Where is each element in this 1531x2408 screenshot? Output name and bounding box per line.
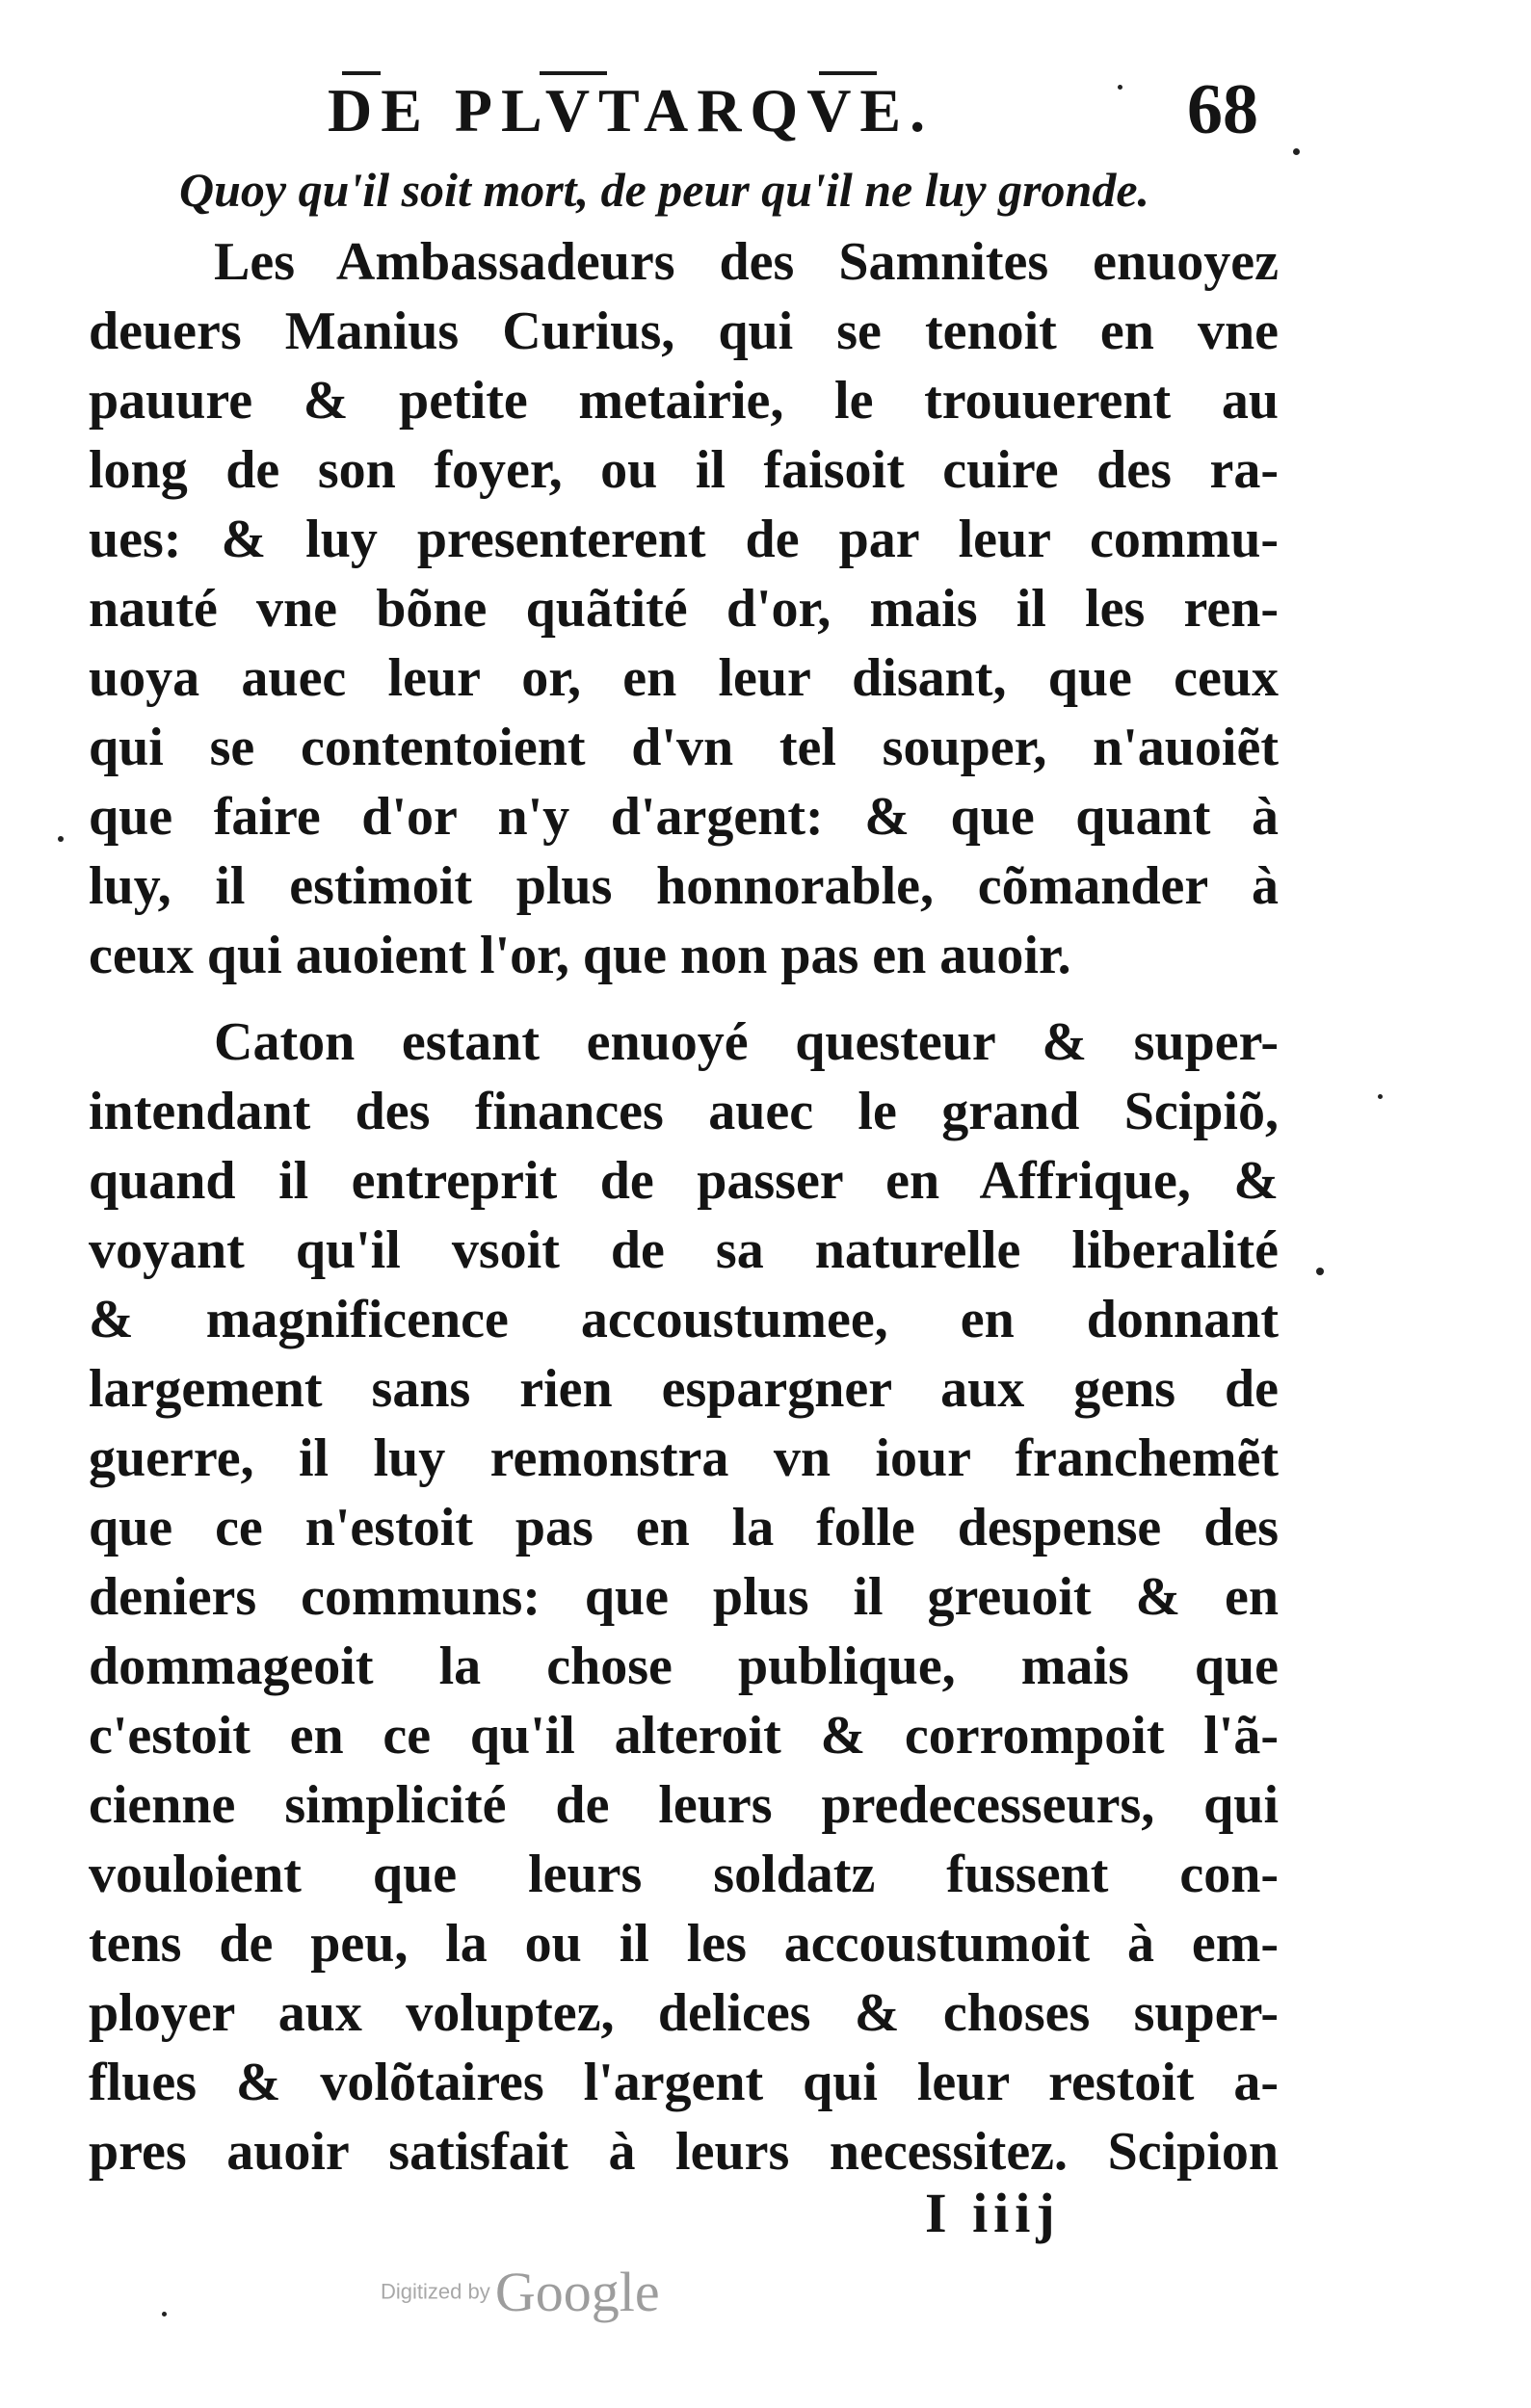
text-line: ceux qui auoient l'or, que non pas en auoir. [89,926,1071,985]
ink-speck [1316,1268,1324,1275]
ink-speck [58,836,64,842]
text-line: quand il entreprit de passer en Affrique, & [89,1151,1279,1211]
ink-speck [1378,1094,1383,1099]
digitized-watermark [381,2260,660,2324]
text-line: Caton estant enuoyé questeur & super- [214,1012,1279,1072]
text-line: uoya auec leur or, en leur disant, que ceux [89,648,1279,708]
text-line: nauté vne bõne quãtité d'or, mais il les ren- [89,579,1279,639]
text-line: tens de peu, la ou il les accoustumoit à em- [89,1914,1279,1974]
text-line: & magnificence accoustumee, en donnant [89,1290,1279,1349]
ink-speck [1293,148,1300,155]
text-line: luy, il estimoit plus honnorable, cõmander à [89,856,1279,916]
paragraph-1 [89,227,1279,990]
verse-line: Quoy qu'il soit mort, de peur qu'il ne luy gronde. [179,163,1150,217]
text-line: pres auoir satisfait à leurs necessitez. Scipion [89,2122,1279,2182]
text-line: voyant qu'il vsoit de sa naturelle liberalité [89,1220,1279,1280]
ink-speck [1118,85,1122,90]
digitized-prefix: Digitized by [381,2279,490,2304]
text-line: qui se contentoient d'vn tel souper, n'auoiẽt [89,718,1279,777]
text-line: que ce n'estoit pas en la folle despense des [89,1498,1279,1557]
text-line: intendant des finances auec le grand Scipiõ, [89,1082,1279,1141]
page-number: 68 [1187,70,1258,149]
text-line: guerre, il luy remonstra vn iour franchemẽt [89,1428,1279,1488]
text-line: ues: & luy presenterent de par leur commu- [89,510,1279,569]
text-line: largement sans rien espargner aux gens de [89,1359,1279,1419]
text-line: ployer aux voluptez, delices & choses super- [89,1983,1279,2043]
text-line: flues & volõtaires l'argent qui leur restoit a- [89,2053,1279,2112]
google-wordmark: Google [494,2261,660,2323]
text-line: pauure & petite metairie, le trouuerent au [89,371,1279,431]
text-line: vouloient que leurs soldatz fussent con- [89,1845,1279,1904]
text-line: long de son foyer, ou il faisoit cuire des ra- [89,440,1279,500]
paragraph-2 [89,1008,1279,2186]
running-head: DE PLVTARQVE. [328,76,935,144]
text-line: dommageoit la chose publique, mais que [89,1636,1279,1696]
signature-mark: I iiij [925,2182,1061,2244]
text-line: cienne simplicité de leurs predecesseurs, qui [89,1775,1279,1835]
text-line: Les Ambassadeurs des Samnites enuoyez [214,232,1279,292]
text-line: c'estoit en ce qu'il alteroit & corrompoit l'ã- [89,1706,1279,1766]
text-line: que faire d'or n'y d'argent: & que quant à [89,787,1279,847]
text-line: deniers communs: que plus il greuoit & en [89,1567,1279,1627]
ink-speck [162,2312,167,2316]
text-line: deuers Manius Curius, qui se tenoit en vne [89,301,1279,361]
